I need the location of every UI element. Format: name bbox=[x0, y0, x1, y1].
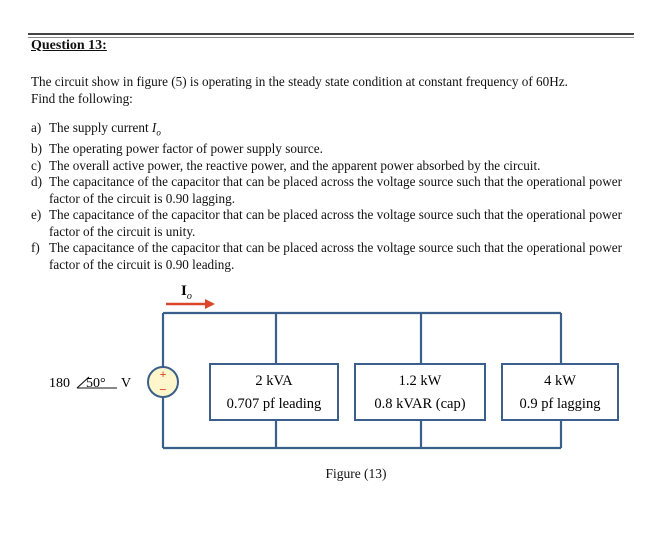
load-2-line-1: 1.2 kW bbox=[398, 373, 442, 389]
voltage-source-icon bbox=[148, 367, 178, 397]
item-text: The supply current bbox=[49, 120, 152, 135]
item-label: a) bbox=[31, 120, 42, 135]
figure-caption: Figure (13) bbox=[325, 466, 387, 481]
item-text: The capacitance of the capacitor that can be placed across the voltage source such that the operational power factor of the circuit is 0.90 leading. bbox=[49, 240, 623, 272]
item-text: The operating power factor of power supply source. bbox=[49, 141, 323, 157]
load-1-line-2: 0.707 pf leading bbox=[226, 396, 322, 412]
load-3-line-1: 4 kW bbox=[544, 373, 576, 389]
item-label: c) bbox=[31, 157, 42, 173]
item-label: d) bbox=[31, 174, 42, 190]
source-angle: 50° bbox=[86, 376, 106, 391]
item-text: The overall active power, the reactive power, and the apparent power absorbed by the circuit. bbox=[49, 157, 541, 173]
item-label: f) bbox=[31, 240, 40, 256]
question-title: Question 13: bbox=[31, 38, 107, 53]
current-label: $I_o$ bbox=[181, 283, 192, 302]
item-label: b) bbox=[31, 141, 42, 157]
intro-line-2: Find the following: bbox=[31, 91, 133, 106]
item-label: e) bbox=[31, 207, 42, 223]
load-box-1 bbox=[210, 364, 338, 420]
svg-text:+: + bbox=[159, 367, 167, 381]
current-symbol: I bbox=[151, 120, 157, 135]
item-text: The capacitance of the capacitor that can be placed across the voltage source such that the operational power factor of the circuit is 0.90 lagging. bbox=[49, 174, 623, 206]
source-unit: V bbox=[121, 376, 132, 391]
load-3-line-2: 0.9 pf lagging bbox=[519, 396, 601, 412]
load-1-line-1: 2 kVA bbox=[255, 373, 293, 389]
source-label bbox=[49, 376, 131, 391]
load-box-2 bbox=[355, 364, 485, 420]
current-subscript: o bbox=[156, 127, 161, 138]
source-magnitude: 180 bbox=[49, 376, 70, 391]
load-box-3 bbox=[502, 364, 618, 420]
item-text: The capacitance of the capacitor that can be placed across the voltage source such that the operational power factor of the circuit is unity. bbox=[49, 207, 623, 239]
intro-line-1: The circuit show in figure (5) is operating in the steady state condition at constant frequency of 60Hz. bbox=[31, 74, 568, 89]
load-2-line-2: 0.8 kVAR (cap) bbox=[374, 396, 466, 412]
svg-text:−: − bbox=[159, 382, 167, 397]
